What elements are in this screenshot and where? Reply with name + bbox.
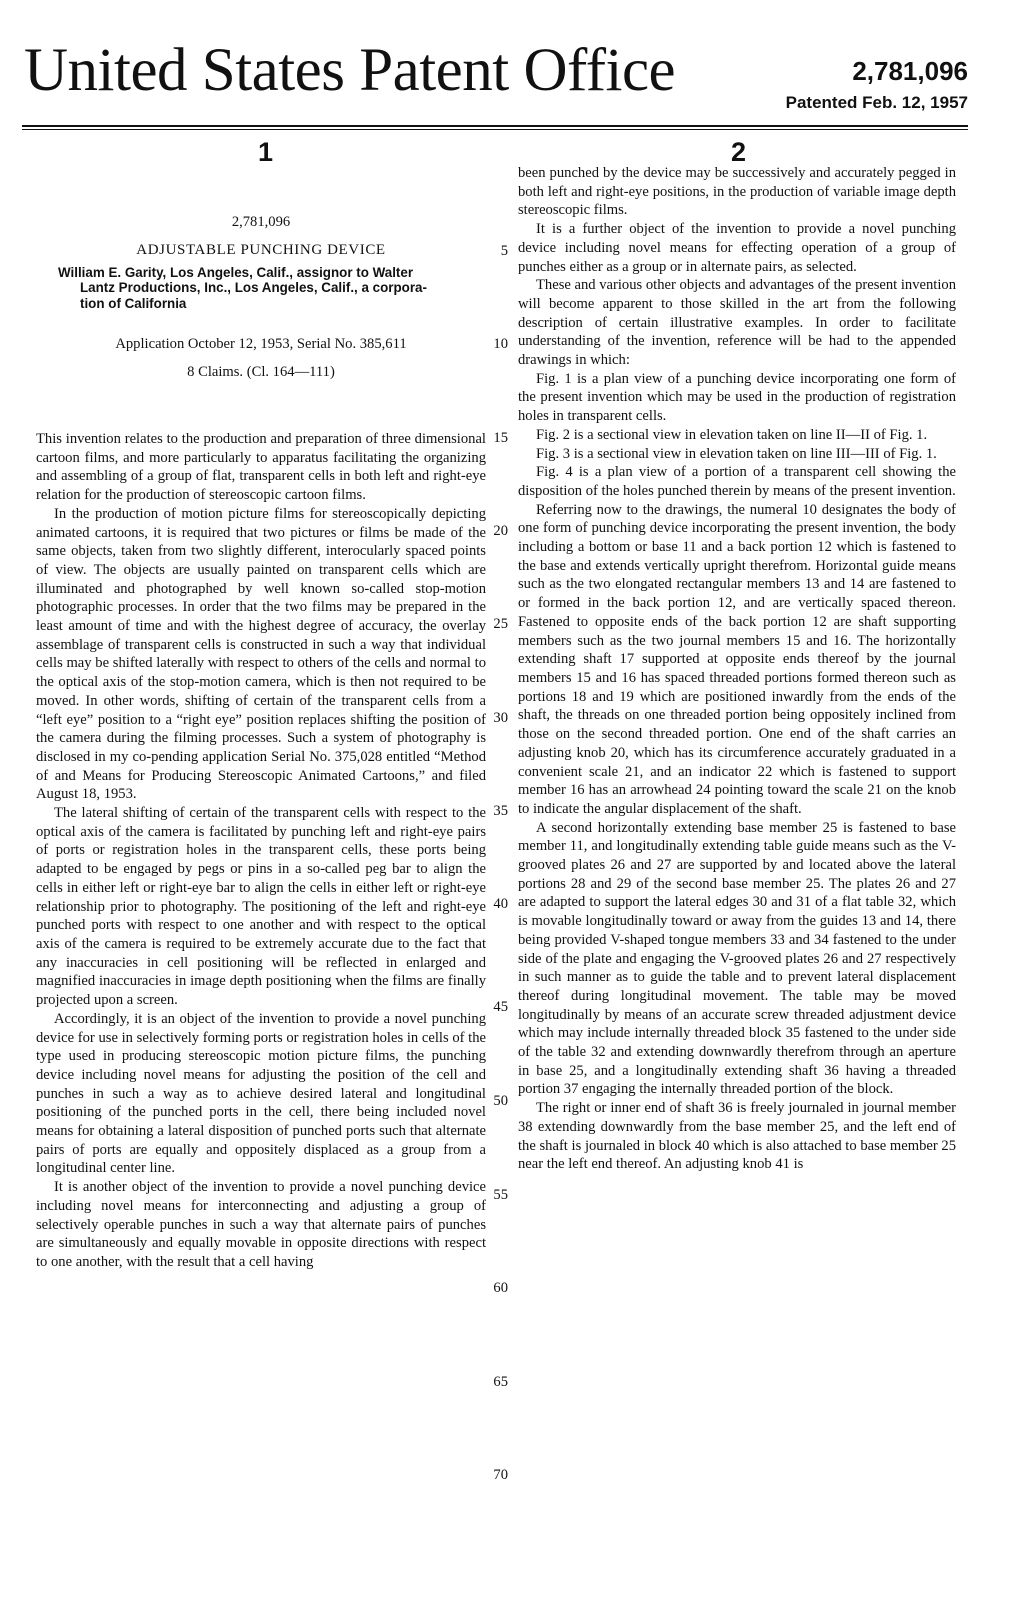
line-number: 30 (493, 710, 508, 726)
paragraph: It is another object of the invention to provide a novel punching device including novel means for interconnecting and adjusting a group of selectively operable punches in such a way that alternate pairs of punches are simultaneously and equally movable in opposite directions with respect to one another, with the result that a cell having (36, 1179, 486, 1270)
line-number: 40 (493, 896, 508, 912)
line-number: 65 (493, 1374, 508, 1390)
patent-header (0, 0, 1016, 130)
line-number: 10 (493, 336, 508, 352)
header-rule (22, 125, 968, 127)
paragraph: Fig. 3 is a sectional view in elevation taken on line III—III of Fig. 1. (536, 445, 937, 462)
inventor-line: William E. Garity, Los Angeles, Calif., assignor to Walter (58, 265, 414, 280)
inventor-line: tion of California (80, 295, 187, 311)
claims-info: 8 Claims. (Cl. 164—111) (187, 364, 335, 380)
inventor-assignee (58, 265, 462, 311)
patented-date: Patented Feb. 12, 1957 (785, 93, 968, 112)
column-number-right: 2 (731, 137, 747, 167)
line-number: 35 (493, 803, 508, 819)
paragraph: Referring now to the drawings, the numeral 10 designates the body of one form of punching device incorporating the present invention, the body including a bottom or base 11 and a back portion 12 which is fastened to the base and extends vertically upright therefrom. Horizontal guide means such as the two elongated rectangular members 13 and 14 are fastened to or formed in the back portion 12, and are vertically spaced thereon. Fastened to opposite ends of the back portion 12 are shaft supporting members such as the two journal members 15 and 16. The horizontally extending shaft 17 supported at opposite ends thereof by the journal members 15 and 16 has spaced threaded portions formed thereon such as portions 18 and 19 which are positioned inwardly from the ends of the shaft, the threads on one threaded portion being oppositely inclined from those on the second threaded portion. One end of the shaft carries an adjusting knob 20, which has its circumference accurately graduated in a convenient scale 21, and an indicator 22 which is fastened to support member 16 has an arrowhead 24 pointing toward the scale 21 on the knob to indicate the angular displacement of the shaft. (518, 501, 956, 817)
paragraph: In the production of motion picture films for stereoscopically depicting animated cartoons, it is required that two pictures or films be made of the same objects, taken from two slightly different, interocularly spaced points of view. The objects are usually painted on transparent cells which are illuminated and photographed by well known so-called stop-motion photographic processes. In order that the two films may be prepared in the least amount of time and with the highest degree of accuracy, the overlay assemblage of transparent cells is constructed in such a way that individual cells may be shifted laterally with respect to others of the cells and normal to the optical axis of the stop-motion camera, which is then not required to be moved. In other words, shifting of certain of the transparent cells from a “left eye” position to a “right eye” position replaces shifting the position of the camera during the filming processes. Such a system of photography is disclosed in my co-pending application Serial No. 375,028 entitled “Method of and Means for Producing Stereoscopic Animated Cartoons,” and filed August 18, 1953. (36, 505, 486, 803)
left-column-text (36, 430, 486, 1272)
invention-title: ADJUSTABLE PUNCHING DEVICE (136, 242, 386, 258)
patent-number: 2,781,096 (852, 56, 968, 86)
application-info: Application October 12, 1953, Serial No. 385,611 (115, 336, 407, 352)
paragraph: It is a further object of the invention to provide a novel punching device including novel means for effecting operation of a group of punches either as a group or in alternate pairs, as selected. (518, 221, 956, 275)
paragraph: These and various other objects and advantages of the present invention will become apparent to those skilled in the art from the following description of certain illustrative examples. In order to facilitate understanding of the invention, reference will be had to the appended drawings in which: (518, 277, 956, 369)
column-number-left: 1 (258, 137, 274, 167)
line-number: 45 (493, 999, 508, 1015)
paragraph: Fig. 2 is a sectional view in elevation taken on line II—II of Fig. 1. (536, 426, 928, 443)
paragraph: The lateral shifting of certain of the transparent cells with respect to the optical axis of the camera is facilitated by punching left and right-eye pairs of ports or registration holes in the transparent cells, these ports being adapted to be engaged by pegs or pins in a so-called peg bar to align the cells in either left or right-eye bar to align the cells in either left or right-eye relationship prior to photography. The positioning of the left and right-eye punched ports with respect to one another and with respect to the optical axis of the camera is required to be extremely accurate due to the fact that any inaccuracies in cell positioning will be reflected in enlarged and magnified inaccuracies in image depth positioning when the films are finally projected upon a screen. (36, 805, 486, 1009)
paragraph: been punched by the device may be successively and accurately pegged in both left and right-eye positions, in the production of variable image depth stereoscopic films. (518, 165, 956, 219)
header-rule-thin (22, 129, 968, 130)
line-number: 25 (493, 616, 508, 632)
line-number: 20 (493, 523, 508, 539)
line-number: 60 (493, 1280, 508, 1296)
meta-patent-number: 2,781,096 (231, 214, 291, 230)
line-number: 70 (493, 1467, 508, 1483)
paragraph: Accordingly, it is an object of the invention to provide a novel punching device for use in selectively forming ports or registration holes in cells of the type used in producing stereoscopic motion picture films, the punching device including novel means for adjusting the position of the cell and punches in such a way as to achieve desired lateral and longitudinal positioning of the punched ports in the cell, there being included novel means for obtaining a lateral disposition of punched ports such that alternate pairs of ports are equally and oppositely displaced as a group from a longitudinal center line. (36, 1010, 486, 1177)
inventor-line: Lantz Productions, Inc., Los Angeles, Calif., a corpora- (80, 280, 427, 296)
office-title: United States Patent Office (24, 37, 676, 104)
paragraph: The right or inner end of shaft 36 is freely journaled in journal member 38 extending downwardly from the base member 25, and the left end of the shaft is journaled in block 40 which is also attached to base member 25 near the left end thereof. An adjusting knob 41 is (518, 1100, 956, 1173)
right-column-text (518, 164, 956, 1174)
line-number: 5 (500, 243, 508, 259)
line-number: 50 (493, 1093, 508, 1109)
paragraph: A second horizontally extending base member 25 is fastened to base member 11, and longitudinally extending table guide means such as the V-grooved plates 26 and 27 are supported by and located above the lateral portions 28 and 29 of the second base member 25. The plates 26 and 27 are adapted to support the lateral edges 30 and 31 of a flat table 32, which is movable longitudinally toward or away from the guides 13 and 14, there being provided V-shaped tongue members 33 and 34 fastened to the under side of the plate and engaging the V-grooved plates 26 and 27 respectively in such manner as to guide the table and to prevent lateral displacement thereof during longitudinal movement. The table may be moved longitudinally by means of an accurate screw threaded adjustment device which may include internally threaded block 35 fastened to the under side of the table 32 and extending downwardly therefrom through an aperture in base 25, and a longitudinally extending shaft 36 having a threaded portion 37 engaging the internally threaded portion of the block. (518, 819, 956, 1098)
paragraph: Fig. 1 is a plan view of a punching device incorporating one form of the present invention which may be used in the production of registration holes in transparent cells. (518, 370, 956, 425)
paragraph: This invention relates to the production and preparation of three dimensional cartoon films, and more particularly to apparatus facilitating the organizing and assembling of a group of flat, transparent cells in both left and right-eye relation for the production of stereoscopic cartoon films. (36, 431, 486, 504)
line-number: 15 (493, 430, 508, 446)
paragraph: Fig. 4 is a plan view of a portion of a transparent cell showing the disposition of the holes punched therein by means of the present invention. (518, 464, 956, 499)
line-number: 55 (493, 1187, 508, 1203)
